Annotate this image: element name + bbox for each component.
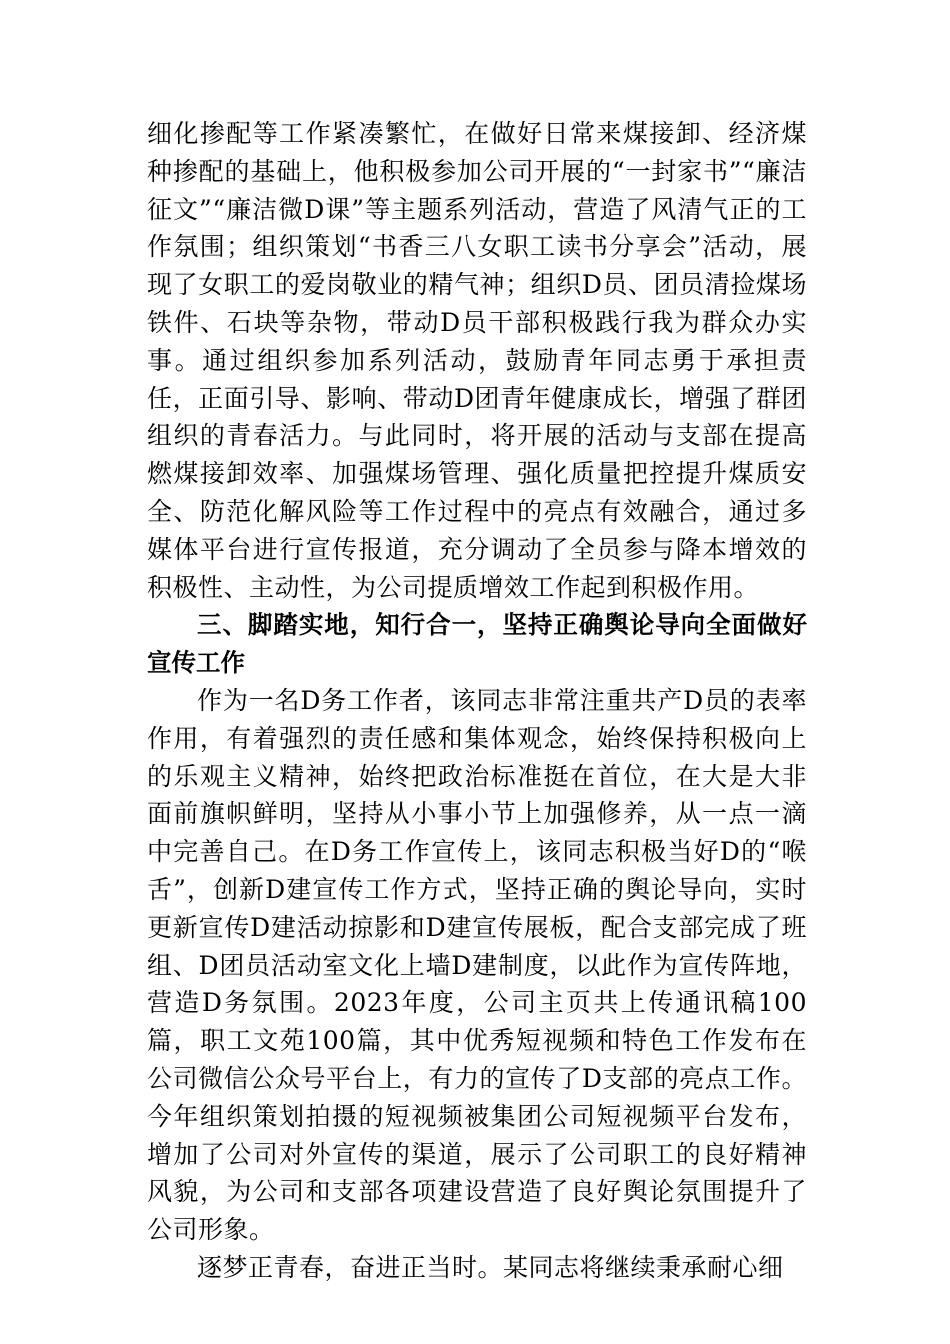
document-page [147, 115, 807, 1287]
body-paragraph-publicity: 作为一名D务工作者，该同志非常注重共产D员的表率作用，有着强烈的责任感和集体观念，始终保持积极向上的乐观主义精神，始终把政治标准挺在首位，在大是大非面前旗帜鲜明，坚持从小事小节上加强修养，从一点一滴中完善自己。在D务工作宣传上，该同志积极当好D的“喉舌”，创新D建宣传工作方式，坚持正确的舆论导向，实时更新宣传D建活动掠影和D建宣传展板，配合支部完成了班组、D团员活动室文化上墙D建制度，以此作为宣传阵地，营造D务氛围。2023年度，公司主页共上传通讯稿100篇，职工文苑100篇，其中优秀短视频和特色工作发布在公司微信公众号平台上，有力的宣传了D支部的亮点工作。今年组织策划拍摄的短视频被集团公司短视频平台发布，增加了公司对外宣传的渠道，展示了公司职工的良好精神风貌，为公司和支部各项建设营造了良好舆论氛围提升了公司形象。 [147, 685, 807, 1245]
section-heading-3: 三、脚踏实地，知行合一，坚持正确舆论导向全面做好宣传工作 [147, 610, 807, 678]
body-paragraph-closing: 逐梦正青春，奋进正当时。某同志将继续秉承耐心细 [197, 1252, 784, 1282]
body-paragraph-activities: 细化掺配等工作紧凑繁忙，在做好日常来煤接卸、经济煤种掺配的基础上，他积极参加公司开展的“一封家书”“廉洁征文”“廉洁微D课”等主题系列活动，营造了风清气正的工作氛围；组织策划“书香三八女职工读书分享会”活动，展现了女职工的爱岗敬业的精气神；组织D员、团员清捡煤场铁件、石块等杂物，带动D员干部积极践行我为群众办实事。通过组织参加系列活动，鼓励青年同志勇于承担责任，正面引导、影响、带动D团青年健康成长，增强了群团组织的青春活力。与此同时，将开展的活动与支部在提高燃煤接卸效率、加强煤场管理、强化质量把控提升煤质安全、防范化解风险等工作过程中的亮点有效融合，通过多媒体平台进行宣传报道，充分调动了全员参与降本增效的积极性、主动性，为公司提质增效工作起到积极作用。 [147, 119, 807, 602]
